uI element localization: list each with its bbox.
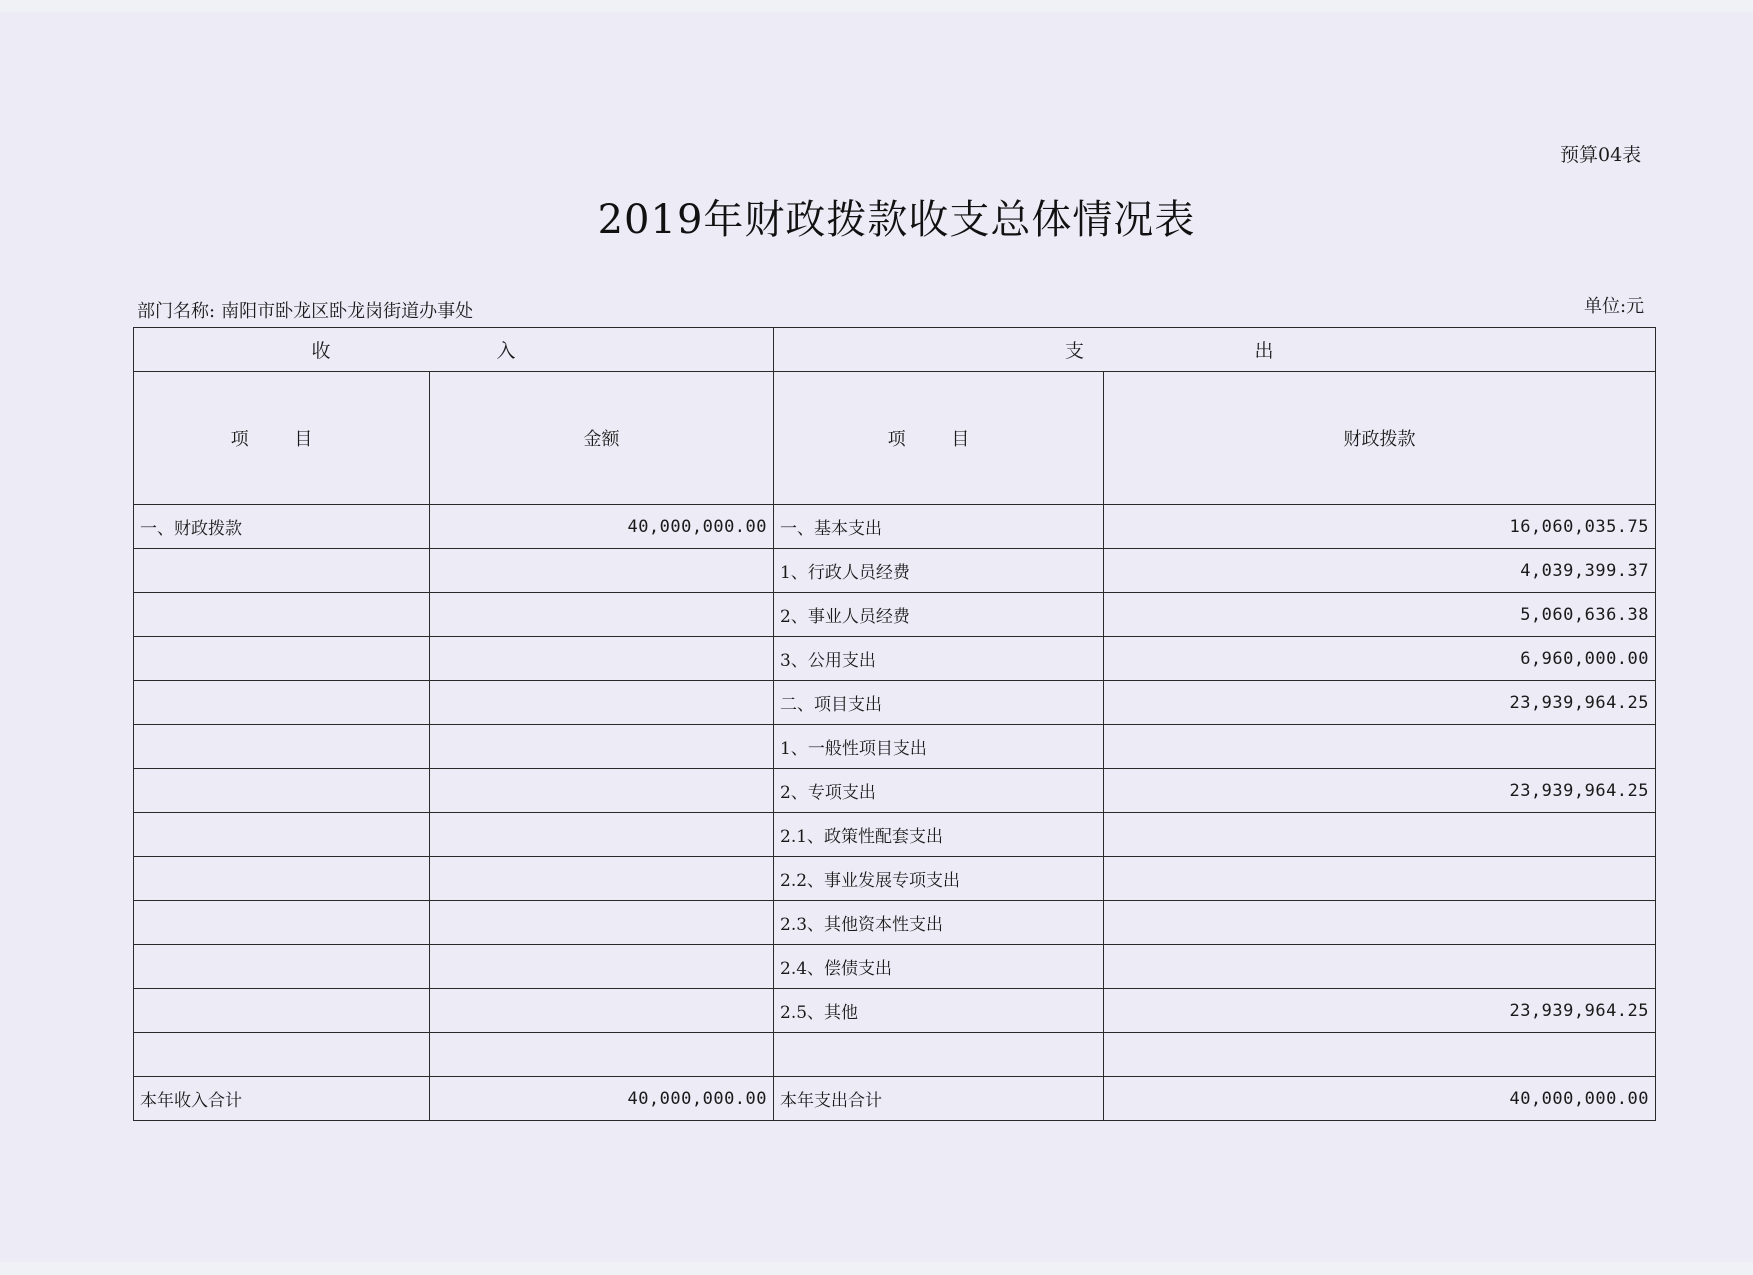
income-item-cell	[134, 637, 430, 681]
expense-amount-cell: 5,060,636.38	[1104, 593, 1656, 637]
income-item-cell	[134, 857, 430, 901]
table-row	[134, 945, 1656, 989]
expense-item-cell: 1、一般性项目支出	[774, 725, 1104, 769]
expense-amount-cell: 23,939,964.25	[1104, 989, 1656, 1033]
income-item-cell: 本年收入合计	[134, 1077, 430, 1121]
expense-header-right: 出	[1254, 340, 1274, 362]
expense-amount-cell	[1104, 945, 1656, 989]
income-item-cell	[134, 945, 430, 989]
department-line	[137, 297, 479, 323]
income-item-cell	[134, 989, 430, 1033]
expense-header	[774, 328, 1656, 372]
income-item-cell	[134, 725, 430, 769]
expense-item-cell: 2.3、其他资本性支出	[774, 901, 1104, 945]
table-row	[134, 725, 1656, 769]
expense-item-cell: 二、项目支出	[774, 681, 1104, 725]
income-amount-cell	[430, 813, 774, 857]
expense-item-cell	[774, 1033, 1104, 1077]
expense-item-cell: 2.1、政策性配套支出	[774, 813, 1104, 857]
table-row	[134, 857, 1656, 901]
expense-item-header: 项 目	[774, 372, 1104, 505]
expense-header-left: 支	[1065, 340, 1085, 362]
budget-table	[133, 327, 1656, 1121]
table-row	[134, 1033, 1656, 1077]
header-row-columns	[134, 372, 1656, 505]
expense-item-cell: 一、基本支出	[774, 505, 1104, 549]
table-row	[134, 989, 1656, 1033]
table-row	[134, 681, 1656, 725]
expense-item-cell: 2.4、偿债支出	[774, 945, 1104, 989]
expense-amount-cell	[1104, 813, 1656, 857]
expense-amount-cell: 23,939,964.25	[1104, 681, 1656, 725]
income-amount-cell	[430, 857, 774, 901]
expense-amount-cell	[1104, 901, 1656, 945]
income-item-cell: 一、财政拨款	[134, 505, 430, 549]
income-item-cell	[134, 681, 430, 725]
income-item-cell	[134, 593, 430, 637]
expense-item-cell: 2、专项支出	[774, 769, 1104, 813]
income-item-cell	[134, 1033, 430, 1077]
income-item-cell	[134, 549, 430, 593]
expense-amount-cell	[1104, 1033, 1656, 1077]
table-row	[134, 593, 1656, 637]
income-amount-cell	[430, 593, 774, 637]
expense-item-cell: 2.2、事业发展专项支出	[774, 857, 1104, 901]
income-amount-cell	[430, 637, 774, 681]
header-row-top	[134, 328, 1656, 372]
income-header: 收 入	[134, 328, 774, 372]
expense-item-cell: 2.5、其他	[774, 989, 1104, 1033]
income-item-cell	[134, 769, 430, 813]
expense-amount-header: 财政拨款	[1104, 372, 1656, 505]
form-number: 预算04表	[1560, 144, 1642, 166]
income-amount-cell	[430, 945, 774, 989]
income-amount-cell	[430, 769, 774, 813]
income-amount-cell	[430, 549, 774, 593]
table-row	[134, 813, 1656, 857]
table-row	[134, 901, 1656, 945]
table-row	[134, 505, 1656, 549]
expense-amount-cell: 16,060,035.75	[1104, 505, 1656, 549]
department-name: 南阳市卧龙区卧龙岗街道办事处	[221, 301, 474, 322]
expense-item-cell: 1、行政人员经费	[774, 549, 1104, 593]
expense-item-cell: 3、公用支出	[774, 637, 1104, 681]
income-item-cell	[134, 901, 430, 945]
expense-amount-cell: 4,039,399.37	[1104, 549, 1656, 593]
expense-amount-cell	[1104, 857, 1656, 901]
table-row	[134, 549, 1656, 593]
expense-amount-cell: 40,000,000.00	[1104, 1077, 1656, 1121]
income-amount-cell: 40,000,000.00	[430, 505, 774, 549]
table-row	[134, 637, 1656, 681]
expense-amount-cell	[1104, 725, 1656, 769]
table-row	[134, 1077, 1656, 1121]
income-amount-cell: 40,000,000.00	[430, 1077, 774, 1121]
expense-amount-cell: 23,939,964.25	[1104, 769, 1656, 813]
unit-label: 单位:元	[1584, 296, 1645, 317]
page-title: 2019年财政拨款收支总体情况表	[597, 197, 1196, 243]
expense-item-cell: 本年支出合计	[774, 1077, 1104, 1121]
expense-item-cell: 2、事业人员经费	[774, 593, 1104, 637]
income-amount-cell	[430, 901, 774, 945]
table-row	[134, 769, 1656, 813]
income-amount-cell	[430, 725, 774, 769]
income-item-cell	[134, 813, 430, 857]
income-amount-cell	[430, 1033, 774, 1077]
income-amount-cell	[430, 989, 774, 1033]
expense-amount-cell: 6,960,000.00	[1104, 637, 1656, 681]
income-amount-cell	[430, 681, 774, 725]
income-item-header: 项 目	[134, 372, 430, 505]
department-label: 部门名称:	[137, 301, 216, 322]
income-amount-header: 金额	[430, 372, 774, 505]
